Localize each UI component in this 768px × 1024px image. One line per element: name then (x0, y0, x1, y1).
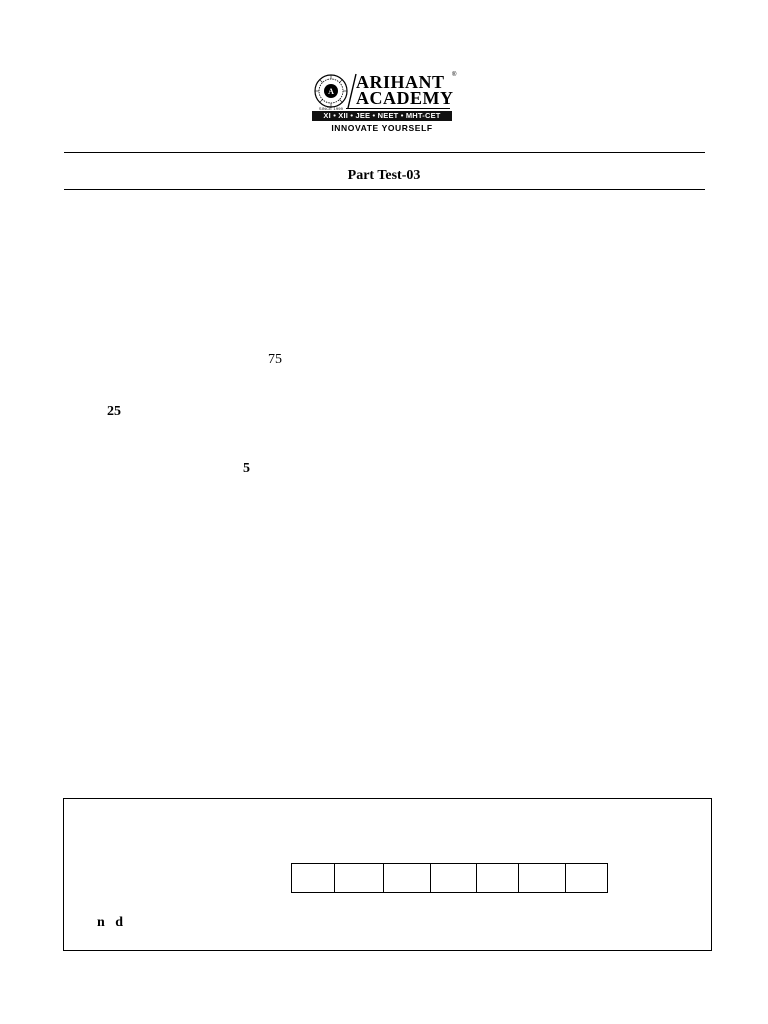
header-bottom-rule (64, 189, 705, 190)
answer-grid-cell[interactable] (335, 864, 384, 892)
answer-grid-cell[interactable] (431, 864, 477, 892)
answer-grid-cell[interactable] (519, 864, 566, 892)
answer-grid-cell[interactable] (384, 864, 431, 892)
logo-registered-mark: ® (452, 72, 457, 78)
text-fragment-75: 75 (268, 352, 282, 367)
text-fragment-25: 25 (107, 404, 121, 419)
logo-tagline: INNOVATE YOURSELF (331, 123, 433, 133)
logo-underline (346, 108, 450, 109)
logo-courses-banner: XI • XII • JEE • NEET • MHT-CET (312, 111, 452, 121)
logo-name-line1: ARIHANT (356, 72, 445, 92)
answer-panel (63, 798, 712, 951)
answer-grid-cell[interactable] (477, 864, 519, 892)
answer-grid (291, 863, 608, 893)
answer-grid-cell[interactable] (292, 864, 335, 892)
text-fragment-5: 5 (243, 461, 250, 476)
logo-since-text: SINCE 1999 (318, 106, 344, 111)
panel-footer-text: n d (97, 915, 124, 930)
page-title: Part Test-03 (347, 168, 421, 183)
answer-grid-cell[interactable] (566, 864, 608, 892)
logo-name-line2: ACADEMY (356, 88, 454, 108)
arihant-academy-logo (312, 72, 458, 136)
header-top-rule (64, 152, 705, 153)
svg-text:A: A (328, 87, 334, 96)
